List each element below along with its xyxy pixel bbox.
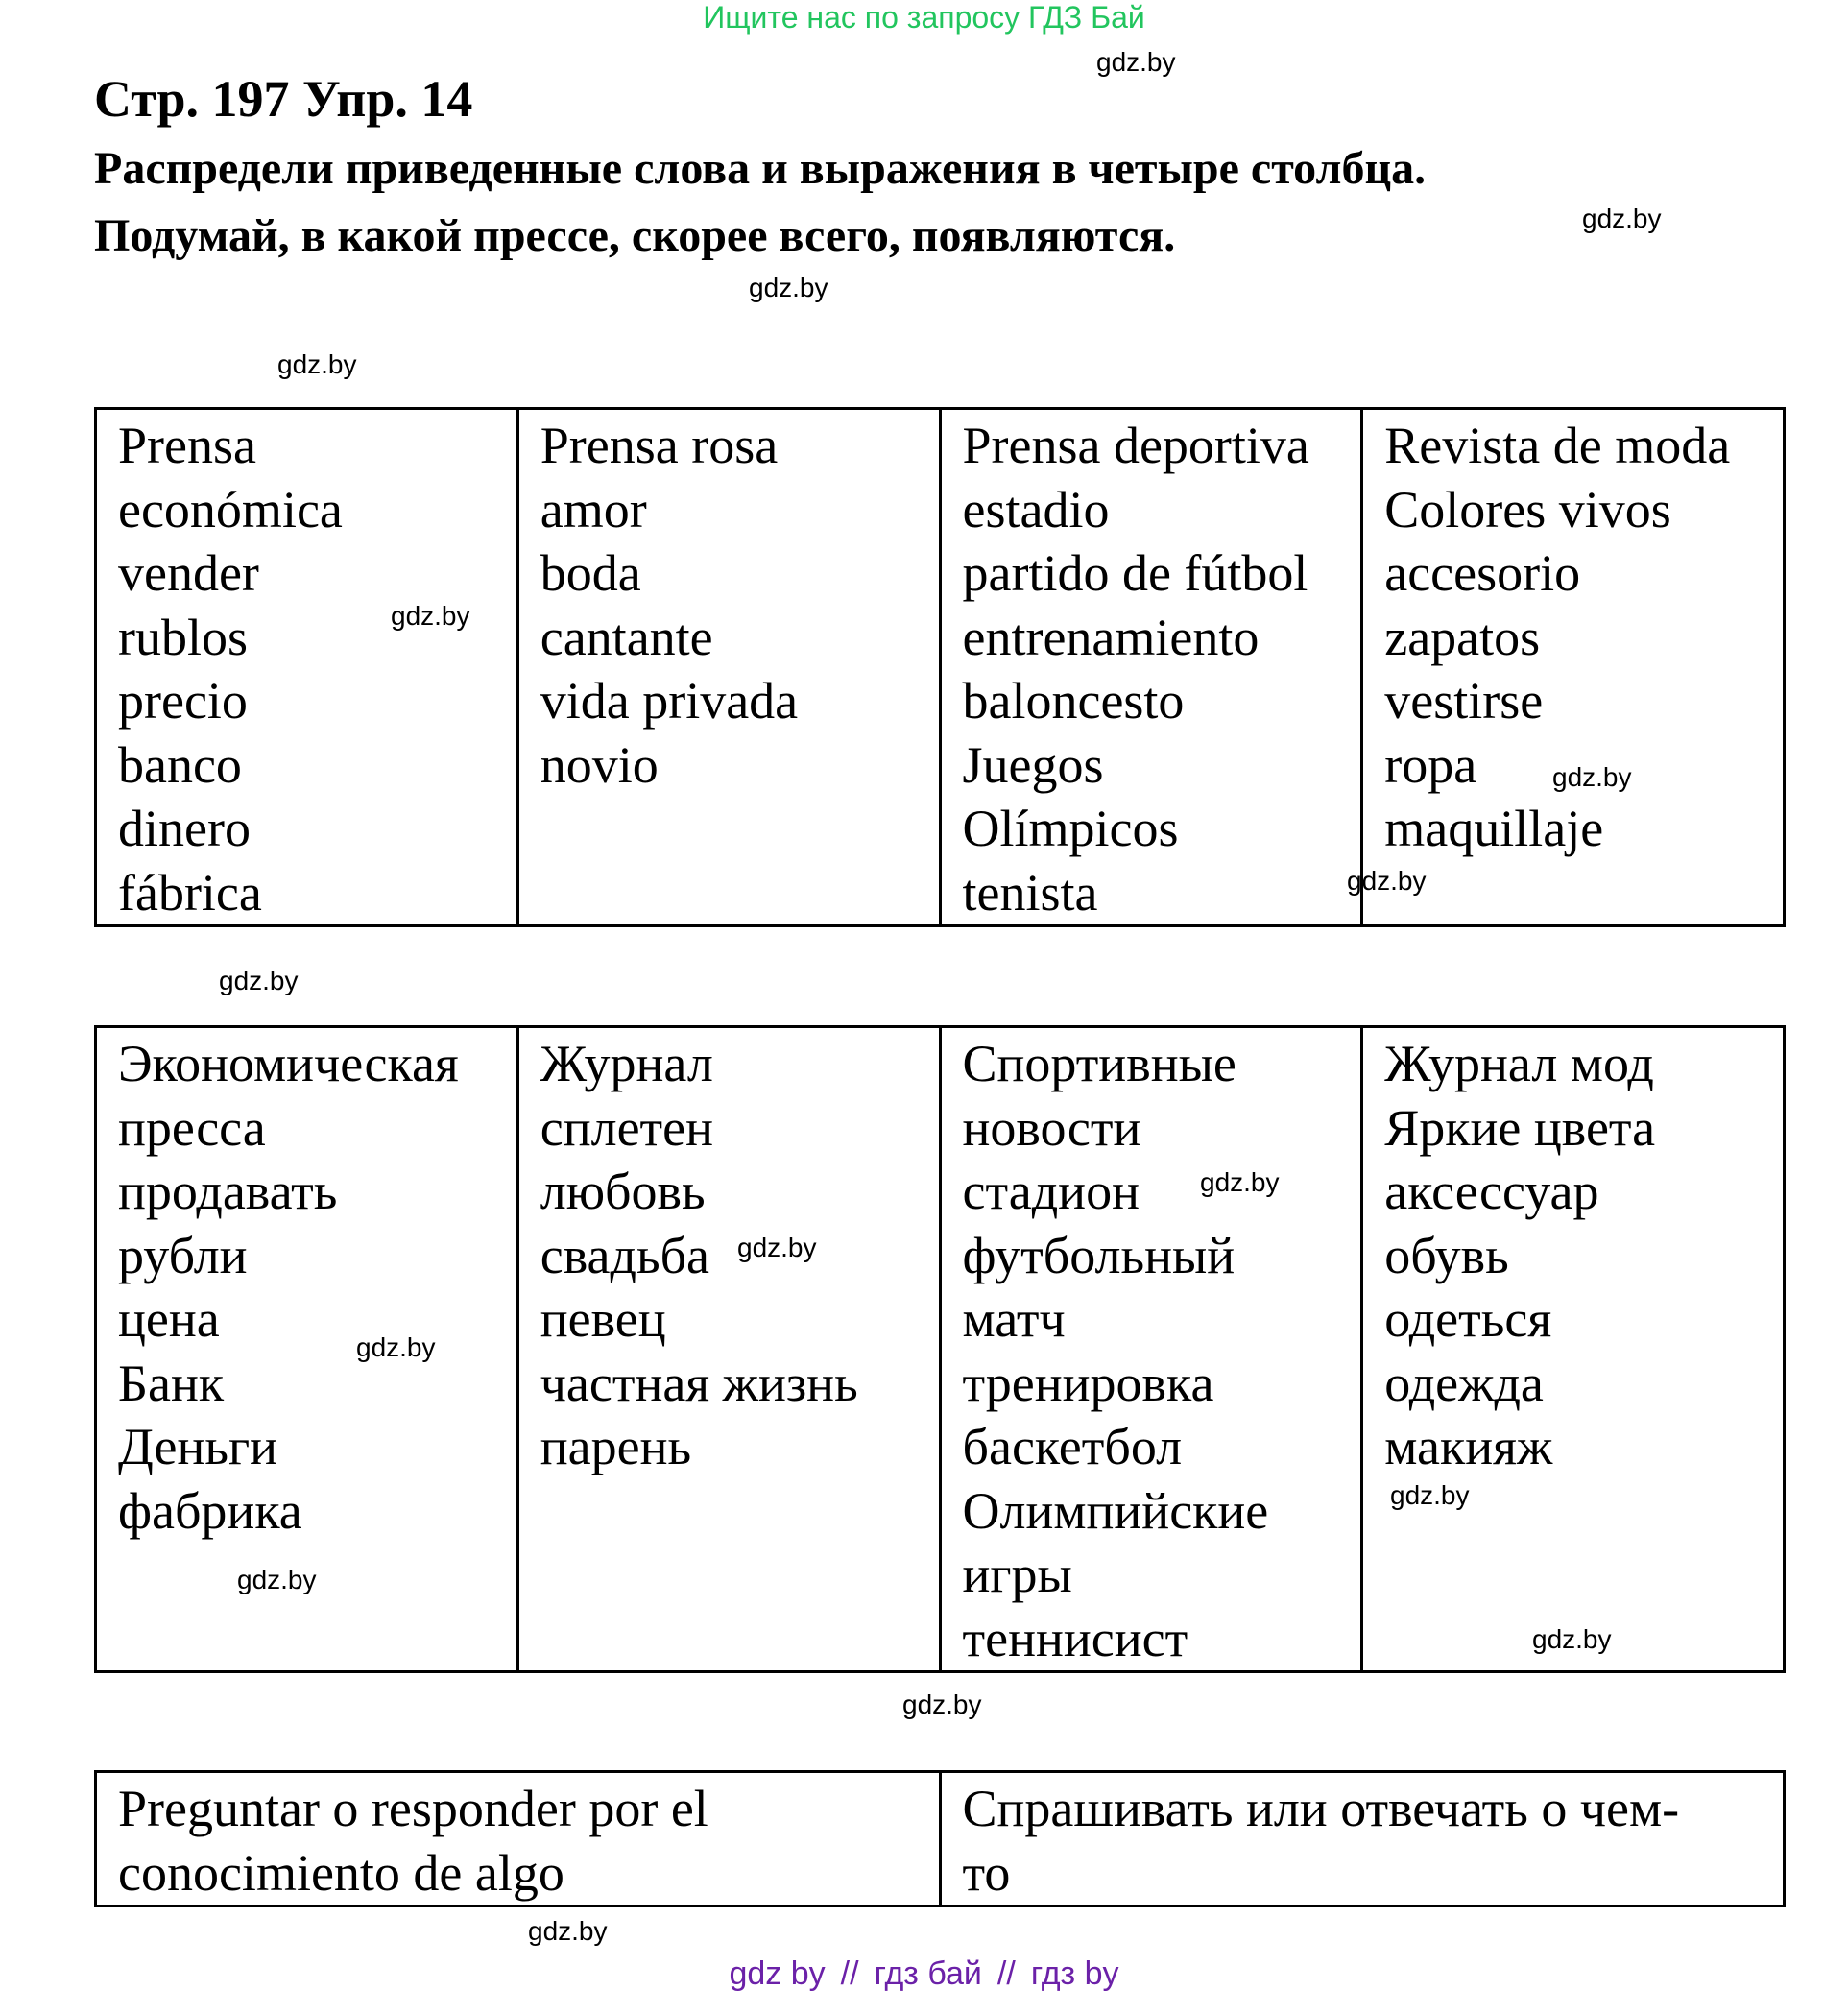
phrase-spanish [96,1772,941,1906]
word: матч [962,1290,1066,1348]
word: fábrica [118,863,262,922]
word: Revista de moda [1384,417,1731,474]
word: обувь [1384,1226,1509,1284]
watermark: gdz.by [749,273,828,302]
word: макияж [1384,1418,1553,1475]
watermark: gdz.by [237,1565,317,1594]
watermark: gdz.by [1552,762,1632,792]
phrase-table [94,1770,1786,1907]
word: сплетен [540,1098,713,1157]
word: свадьба [540,1226,710,1284]
watermark: gdz.by [277,349,357,379]
top-banner[interactable]: Ищите нас по запросу ГДЗ Бай [703,0,1145,35]
footer-separator: // [996,1955,1016,1992]
word: Спортивные [962,1035,1236,1092]
word: частная жизнь [540,1354,858,1412]
word: аксессуар [1384,1163,1599,1220]
word: одеться [1384,1290,1552,1348]
word: Olímpicos [962,800,1179,857]
word: boda [540,544,641,602]
word: игры [962,1546,1072,1603]
spanish-words-table [94,407,1786,927]
watermark: gdz.by [1096,47,1176,77]
word: теннисист [962,1609,1188,1667]
word: фабрика [118,1481,302,1540]
watermark: gdz.by [737,1233,817,1262]
word: Prensa deportiva [962,417,1309,474]
word: precio [118,672,248,730]
word: Олимпийские [962,1481,1269,1540]
word: Juegos [962,735,1104,794]
watermark: gdz.by [1582,204,1662,233]
word: Журнал [540,1035,713,1092]
word: парень [540,1418,692,1475]
word: entrenamiento [962,608,1260,666]
word: zapatos [1384,608,1541,666]
column-revista-de-moda [1362,409,1785,926]
word: Журнал мод [1384,1035,1654,1092]
phrase-line: conocimiento de algo [118,1843,564,1902]
footer-links [0,1954,1848,1993]
watermark: gdz.by [902,1690,982,1719]
word: maquillaje [1384,800,1604,857]
column-zhurnal-spleten [517,1027,940,1672]
word: новости [962,1098,1141,1157]
phrase-line: то [962,1843,1011,1902]
phrase-line: Спрашивать или отвечать о чем- [962,1780,1680,1837]
phrase-line: Preguntar o responder por el [118,1780,708,1837]
footer-link-gdz-by[interactable]: gdz by [729,1955,826,1992]
word: продавать [118,1163,338,1220]
word: Деньги [118,1418,278,1475]
word: цена [118,1290,220,1348]
page-title: Стр. 197 Упр. 14 [94,70,473,128]
word: rublos [118,608,248,666]
word: Яркие цвета [1384,1098,1656,1157]
watermark: gdz.by [1532,1624,1612,1654]
word: футбольный [962,1226,1236,1284]
word: cantante [540,608,713,666]
footer-separator: // [840,1955,859,1992]
word: рубли [118,1226,248,1284]
column-prensa-deportiva [940,409,1362,926]
word: novio [540,735,659,794]
word: ropa [1384,735,1477,794]
word: баскетбол [962,1418,1183,1475]
instruction-line-2: Подумай, в какой прессе, скорее всего, появляются. [94,210,1176,261]
word: baloncesto [962,672,1185,730]
column-prensa-economica [96,409,518,926]
word: tenista [962,863,1098,922]
word: partido de fútbol [962,544,1308,602]
instruction-line-1: Распредели приведенные слова и выражения в четыре столбца. [94,143,1427,194]
watermark: gdz.by [1200,1167,1280,1197]
watermark: gdz.by [528,1916,608,1946]
word: пресса [118,1098,266,1157]
word: Prensa rosa [540,417,779,474]
word: vida privada [540,672,799,730]
word: стадион [962,1163,1140,1220]
word: Экономическая [118,1035,459,1092]
footer-link-gdz-bai[interactable]: гдз бай [874,1955,982,1992]
word: banco [118,735,242,794]
word: любовь [540,1163,706,1220]
word: dinero [118,800,251,857]
column-prensa-rosa [517,409,940,926]
word: accesorio [1384,544,1581,602]
watermark: gdz.by [1390,1480,1470,1510]
column-sportivnye-novosti [940,1027,1362,1672]
watermark: gdz.by [1347,866,1427,896]
column-zhurnal-mod [1362,1027,1785,1672]
word: Банк [118,1354,225,1412]
russian-words-table [94,1025,1786,1673]
phrase-russian [940,1772,1785,1906]
word: Colores vivos [1384,480,1671,539]
word: vestirse [1384,672,1544,730]
word: económica [118,480,343,539]
word: amor [540,480,647,539]
word: певец [540,1290,666,1348]
footer-link-gdz-by-ru[interactable]: гдз by [1030,1955,1119,1992]
word: тренировка [962,1354,1214,1412]
word: vender [118,544,259,602]
watermark: gdz.by [219,966,299,995]
word: одежда [1384,1354,1544,1412]
word: estadio [962,480,1110,539]
word: Prensa [118,417,256,474]
watermark: gdz.by [391,601,470,631]
watermark: gdz.by [356,1332,436,1362]
